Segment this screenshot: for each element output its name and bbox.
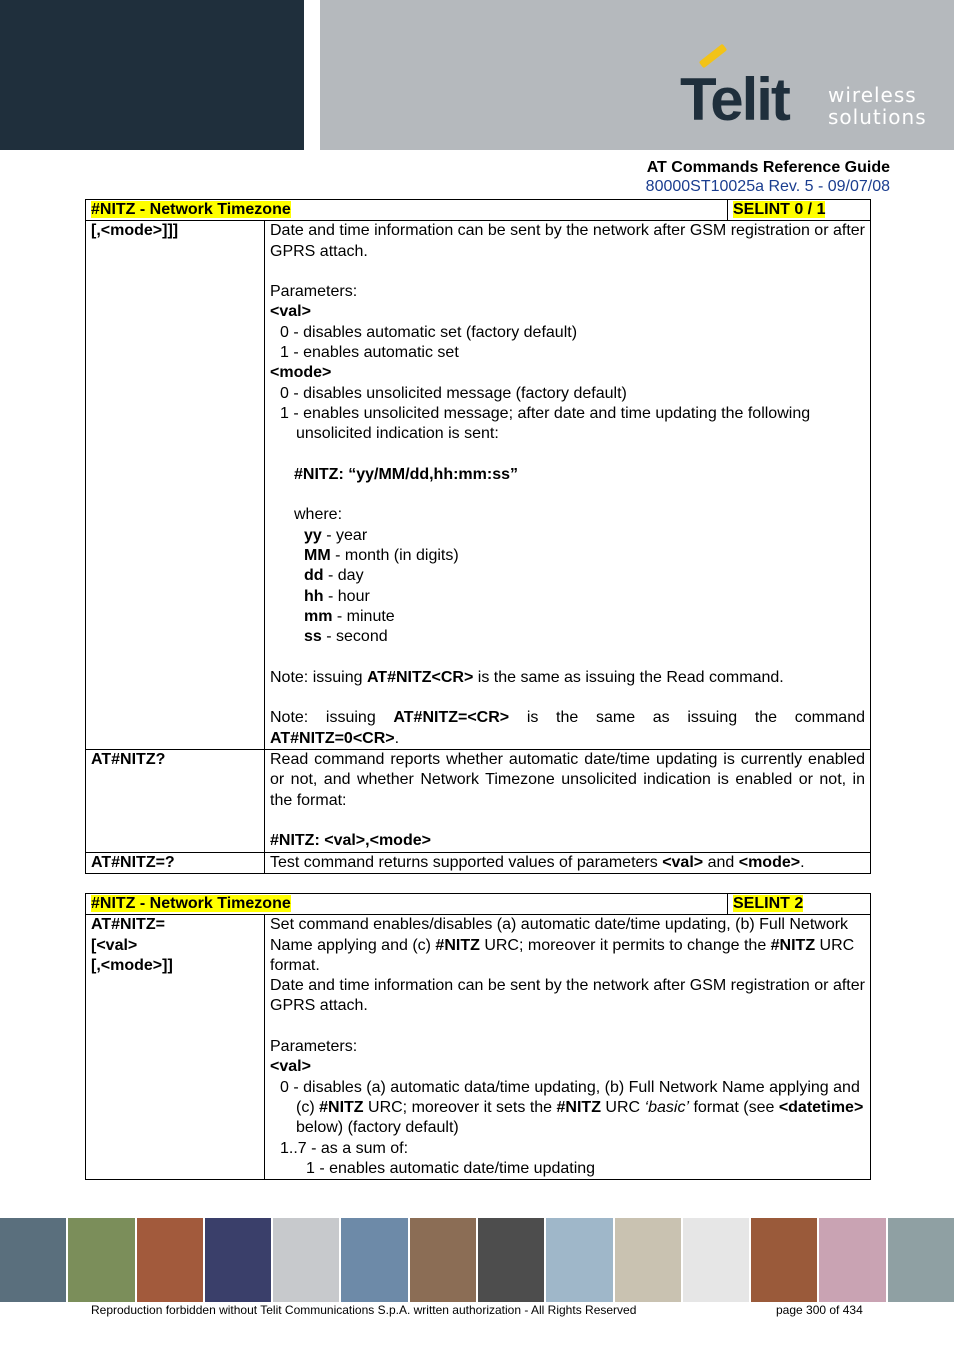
param-value: 1 - enables automatic set: [280, 344, 459, 362]
footer-photo-tile: [819, 1218, 885, 1302]
footer-photo-tile: [68, 1218, 134, 1302]
urc-format: #NITZ: “yy/MM/dd,hh:mm:ss”: [294, 465, 519, 483]
command-table-selint2: [85, 893, 871, 1180]
selint-badge: SELINT 0 / 1: [733, 201, 826, 218]
logo-text: Telit: [680, 66, 789, 133]
paragraph: Read command reports whether automatic date/time updating is currently enabled or not, and whether Network Timezone unsolicited indication is enabled or not, in the format:: [270, 751, 865, 809]
command-syntax: AT#NITZ= [<val> [,<mode>]]: [86, 915, 265, 1180]
param-value: 1 - enables automatic date/time updating: [306, 1159, 596, 1177]
header-dark-panel: [0, 0, 304, 150]
footer-photo-tile: [546, 1218, 612, 1302]
paragraph: Date and time information can be sent by the network after GSM registration or after GPRS attach.: [270, 222, 865, 260]
note: Note: issuing AT#NITZ<CR> is the same as issuing the Read command.: [270, 668, 784, 686]
command-description: [265, 915, 871, 1180]
table-title-row: [86, 200, 871, 221]
param-value: 0 - disables unsolicited message (factory default): [280, 384, 627, 402]
table-row: [86, 852, 871, 873]
footer-photo-tile: [615, 1218, 681, 1302]
field-item: yy - year: [304, 526, 368, 544]
param-value: 1..7 - as a sum of:: [280, 1139, 409, 1157]
telit-logo: [676, 48, 946, 138]
footer-photo-tile: [478, 1218, 544, 1302]
paragraph: Date and time information can be sent by the network after GSM registration or after GPRS attach.: [270, 977, 865, 1015]
command-description: [265, 750, 871, 852]
table-title: #NITZ - Network Timezone: [91, 895, 291, 912]
command-syntax: AT#NITZ?: [86, 750, 265, 852]
page-number: page 300 of 434: [776, 1303, 863, 1317]
doc-code: 80000ST10025a Rev. 5 - 09/07/08: [645, 178, 890, 195]
field-item: mm - minute: [304, 607, 395, 625]
footer-photo-tile: [683, 1218, 749, 1302]
table-row: [86, 221, 871, 750]
field-item: ss - second: [304, 628, 388, 646]
table-row: [86, 915, 871, 1180]
logo-accent-mark: [699, 44, 728, 69]
footer-photo-tile: [0, 1218, 66, 1302]
footer-photo-strip: [0, 1218, 954, 1302]
doc-title: AT Commands Reference Guide: [646, 159, 890, 176]
footer-photo-tile: [888, 1218, 954, 1302]
note: Note: issuing AT#NITZ=<CR> is the same as issuing the command AT#NITZ=0<CR>.: [270, 709, 866, 747]
logo-tagline: [828, 84, 927, 128]
table-title: #NITZ - Network Timezone: [91, 201, 291, 218]
logo-tagline-line2: solutions: [828, 105, 927, 129]
param-value: 0 - disables (a) automatic data/time updating, (b) Full Network Name applying and (c) #NITZ URC; moreover it sets the #NITZ URC ‘basic’ format (see <datetime> below) (factory default): [280, 1078, 864, 1137]
paragraph: Set command enables/disables (a) automatic date/time updating, (b) Full Network Name applying and (c) #NITZ URC; moreover it permits to change the #NITZ URC format.: [270, 916, 855, 974]
command-description: Test command returns supported values of parameters <val> and <mode>.: [265, 852, 871, 873]
command-syntax: [,<mode>]]]: [86, 221, 265, 750]
command-syntax: AT#NITZ=?: [86, 852, 265, 873]
param-value: 1 - enables unsolicited message; after date and time updating the following unsolicited indication is sent:: [280, 404, 811, 443]
field-item: hh - hour: [304, 587, 370, 605]
logo-tagline-line1: wireless: [828, 83, 917, 107]
selint-badge: SELINT 2: [733, 895, 804, 912]
response-format: #NITZ: <val>,<mode>: [270, 832, 431, 850]
table-row: [86, 750, 871, 852]
command-table-selint01: [85, 199, 871, 874]
footer-photo-tile: [410, 1218, 476, 1302]
param-name: <val>: [270, 303, 311, 321]
field-item: dd - day: [304, 567, 364, 585]
footer-photo-tile: [341, 1218, 407, 1302]
parameters-heading: Parameters:: [270, 283, 358, 301]
where-label: where:: [294, 506, 343, 524]
parameters-heading: Parameters:: [270, 1038, 358, 1056]
param-name: <val>: [270, 1058, 311, 1076]
footer-photo-tile: [273, 1218, 339, 1302]
footer-photo-tile: [751, 1218, 817, 1302]
param-value: 0 - disables automatic set (factory default): [280, 323, 578, 341]
footer-copyright: Reproduction forbidden without Telit Communications S.p.A. written authorization - All Rights Reserved: [91, 1303, 637, 1317]
footer-photo-tile: [137, 1218, 203, 1302]
param-name: <mode>: [270, 364, 332, 382]
command-description: [265, 221, 871, 750]
table-title-row: [86, 894, 871, 915]
field-item: MM - month (in digits): [304, 547, 459, 565]
footer-photo-tile: [205, 1218, 271, 1302]
